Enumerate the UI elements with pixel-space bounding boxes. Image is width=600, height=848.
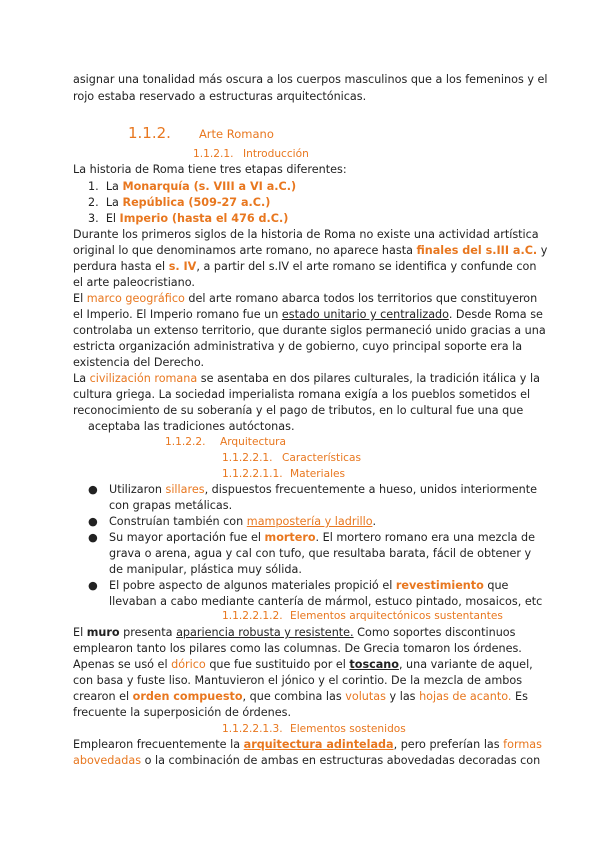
bullet-dot: ●: [88, 579, 98, 592]
text: Como soportes discontinuos: [353, 626, 516, 639]
heading-caracteristicas: [222, 450, 361, 466]
text: el Imperio. El Imperio romano fue un: [73, 308, 282, 321]
text: y: [537, 244, 548, 257]
emphasis: abovedadas: [73, 754, 142, 767]
bullet-line: [109, 482, 537, 498]
text: , pero preferían las: [393, 738, 504, 751]
heading-number: 1.1.2.2.: [165, 436, 206, 448]
text: El: [73, 626, 87, 639]
marco-line-4: estricta organización administrativa y de gobierno, cuyo principal soporte era la: [73, 340, 523, 353]
emphasis: dórico: [171, 658, 206, 671]
intro-line-1: asignar una tonalidad más oscura a los cuerpos masculinos que a los femeninos y el: [73, 73, 548, 86]
bold: muro: [86, 626, 120, 639]
list-emphasis: Monarquía (s. VIII a VI a.C.): [122, 180, 297, 193]
list-emphasis: República (509-27 a.C.): [122, 196, 271, 209]
emphasis: volutas: [345, 690, 386, 703]
sost-line-1: [73, 737, 542, 753]
list-text: La: [105, 196, 123, 209]
list-text: La: [105, 180, 123, 193]
intro-line-2: rojo estaba reservado a estructuras arquitectónicas.: [73, 90, 367, 103]
emphasis: finales del s.III a.C.: [416, 244, 538, 257]
text: Su mayor aportación fue el: [109, 531, 265, 544]
heading-number: 1.1.2.2.1.1.: [222, 468, 283, 480]
bullet-line: [109, 578, 508, 594]
marco-line-5: existencia del Derecho.: [73, 356, 205, 369]
text: Apenas se usó el: [73, 658, 172, 671]
text: El: [73, 292, 87, 305]
emphasis: hojas de acanto.: [419, 690, 512, 703]
emphasis: arquitectura adintelada: [243, 738, 394, 751]
emphasis: orden compuesto: [132, 690, 243, 703]
bullet-dot: ●: [88, 483, 98, 496]
muro-line-5: [73, 689, 533, 705]
origen-line-2: [73, 243, 548, 259]
text: Es: [511, 690, 528, 703]
origen-line-3: [73, 259, 537, 275]
text: Construían también con: [109, 515, 247, 528]
text: , a partir del s.IV el arte romano se identifica y confunde con: [196, 260, 537, 273]
list-number: 3.: [88, 212, 99, 225]
text: , una variante de aquel,: [398, 658, 533, 671]
emphasis: sillares: [165, 483, 205, 496]
muro-line-1: [73, 625, 533, 641]
muro-line-4: con basa y fuste liso. Mantuvieron el jónico y el corintio. De la mezcla de ambos: [73, 674, 523, 687]
bullet-dot: ●: [88, 515, 98, 528]
emphasis: mortero: [264, 531, 316, 544]
muro-line-6: frecuente la superposición de órdenes.: [73, 706, 292, 719]
text: Emplearon frecuentemente la: [73, 738, 244, 751]
text: se asentaba en dos pilares culturales, la tradición itálica y la: [197, 372, 540, 385]
heading-introduccion: [193, 146, 309, 162]
emphasis: formas: [503, 738, 542, 751]
civ-line-2: cultura griega. La sociedad imperialista romana exigía a los pueblos sometidos el: [73, 388, 531, 401]
emphasis: revestimiento: [395, 579, 484, 592]
text: que: [483, 579, 509, 592]
heading-number: 1.1.2.2.1.3.: [222, 723, 283, 735]
text: El pobre aspecto de algunos materiales propició el: [109, 579, 396, 592]
heading-sustentantes: [222, 608, 503, 624]
text: o la combinación de ambas en estructuras abovedadas decoradas con: [141, 754, 541, 767]
origen-line-4: el arte paleocristiano.: [73, 276, 195, 289]
text: Utilizaron: [109, 483, 166, 496]
marco-line-3: controlaba un extenso territorio, que durante siglos permaneció unido gracias a una: [73, 324, 546, 337]
heading-title: Arquitectura: [220, 436, 287, 448]
sost-line-2: [73, 753, 541, 769]
underline: apariencia robusta y resistente.: [176, 626, 354, 639]
text: original lo que denominamos arte romano, no aparece hasta: [73, 244, 417, 257]
heading-number: 1.1.2.2.1.: [222, 452, 273, 464]
bullet-line: grava o arena, agua y cal con tufo, que resultaba barata, fácil de obtener y: [109, 547, 532, 560]
marco-line-1: [73, 291, 538, 307]
text: .: [372, 515, 376, 528]
etapas-lead: La historia de Roma tiene tres etapas diferentes:: [73, 163, 347, 176]
list-text: El: [105, 212, 120, 225]
list-number: 2.: [88, 196, 99, 209]
marco-line-2: [73, 307, 543, 323]
text: , que combina las: [242, 690, 346, 703]
text: . Desde Roma se: [448, 308, 543, 321]
list-item-republica: [88, 195, 270, 211]
civ-line-3: reconocimiento de su soberanía y el pago de tributos, en lo cultural fue una que: [73, 404, 524, 417]
heading-title: Elementos sostenidos: [290, 723, 406, 735]
bullet-line: con grapas metálicas.: [109, 499, 233, 512]
bullet-line: [109, 530, 535, 546]
bullet-dot: ●: [88, 531, 98, 544]
emphasis: mampostería y ladrillo: [246, 515, 373, 528]
heading-number: 1.1.2.2.1.2.: [222, 610, 283, 622]
text: , dispuestos frecuentemente a hueso, unidos interiormente: [204, 483, 538, 496]
list-number: 1.: [88, 180, 99, 193]
emphasis: civilización romana: [89, 372, 198, 385]
muro-line-3: [73, 657, 533, 673]
section-number: 1.1.2.: [128, 124, 171, 142]
text: . El mortero romano era una mezcla de: [315, 531, 535, 544]
muro-line-2: emplearon tanto los pilares como las columnas. De Grecia tomaron los órdenes.: [73, 642, 522, 655]
section-title: Arte Romano: [198, 127, 274, 141]
heading-sostenidos: [222, 721, 406, 737]
underline: estado unitario y centralizado: [281, 308, 449, 321]
text: presenta: [119, 626, 177, 639]
bullet-line: [109, 514, 376, 530]
bullet-line: de manipular, plástica muy sólida.: [109, 563, 302, 576]
section-heading: [128, 125, 274, 143]
heading-title: Elementos arquitectónicos sustentantes: [290, 610, 503, 622]
heading-arquitectura: [165, 434, 286, 450]
list-item-monarquia: [88, 179, 296, 195]
heading-title: Características: [282, 452, 361, 464]
list-emphasis: Imperio (hasta el 476 d.C.): [119, 212, 289, 225]
text: del arte romano abarca todos los territorios que constituyeron: [184, 292, 538, 305]
text: crearon el: [73, 690, 133, 703]
text: perdura hasta el: [73, 260, 169, 273]
civ-line-1: [73, 371, 540, 387]
civ-line-4: aceptaba las tradiciones autóctonas.: [88, 420, 295, 433]
emphasis: s. IV: [168, 260, 197, 273]
heading-title: Introducción: [243, 148, 309, 160]
heading-number: 1.1.2.1.: [193, 148, 234, 160]
text: y las: [385, 690, 420, 703]
bold-underline: toscano: [349, 658, 399, 671]
heading-materiales: [222, 466, 345, 482]
origen-line-1: Durante los primeros siglos de la historia de Roma no existe una actividad artística: [73, 228, 539, 241]
text: La: [73, 372, 90, 385]
emphasis: marco geográfico: [86, 292, 185, 305]
heading-title: Materiales: [290, 468, 346, 480]
bullet-line: llevaban a cabo mediante cantería de mármol, estuco pintado, mosaicos, etc: [109, 595, 543, 608]
list-item-imperio: [88, 211, 288, 227]
text: que fue sustituido por el: [205, 658, 350, 671]
